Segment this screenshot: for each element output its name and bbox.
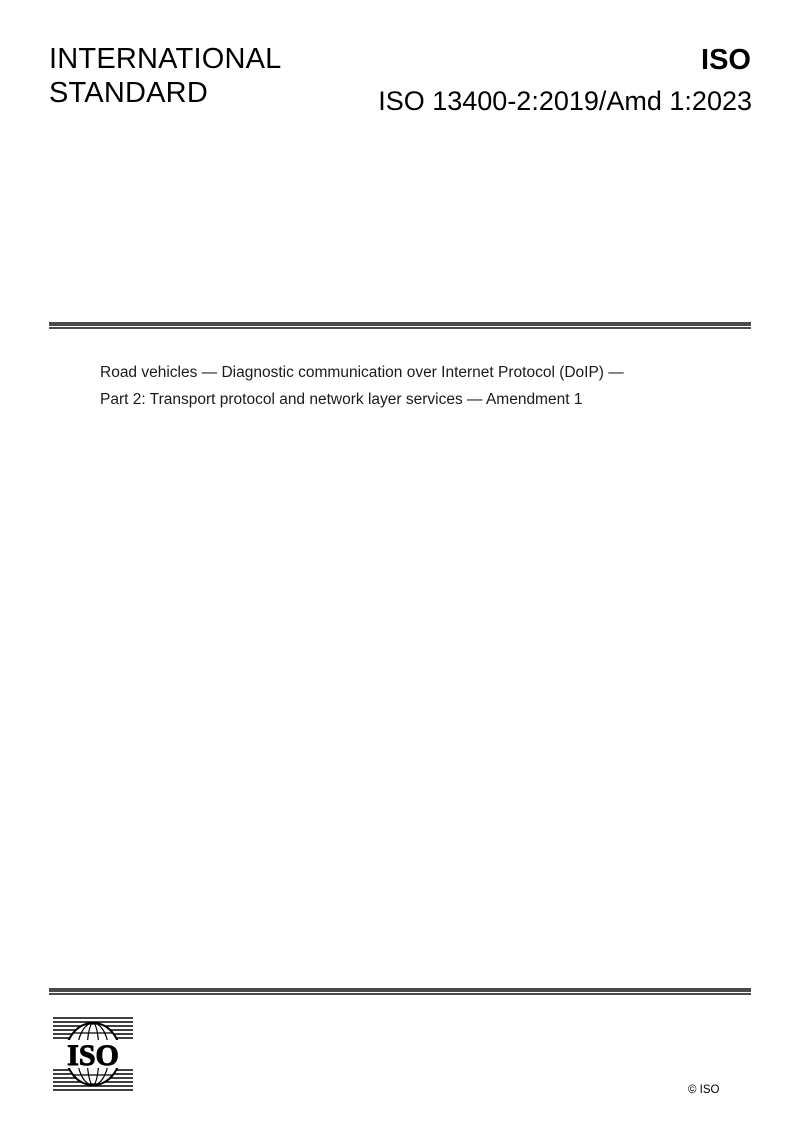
title-line1: Road vehicles — Diagnostic communication over Internet Protocol (DoIP) — — [100, 364, 624, 381]
document-type-line1: INTERNATIONAL — [49, 43, 282, 75]
organization-label: ISO — [701, 44, 751, 76]
copyright-notice: © ISO — [688, 1084, 720, 1096]
iso-globe-logo-icon — [52, 1015, 134, 1093]
document-title — [100, 359, 740, 413]
title-line2: Part 2: Transport protocol and network layer services — Amendment 1 — [100, 391, 583, 408]
top-divider — [49, 322, 751, 329]
document-type-line2: STANDARD — [49, 77, 208, 109]
document-type — [49, 42, 281, 110]
bottom-divider — [49, 988, 751, 995]
logo-text: ISO — [67, 1039, 119, 1072]
document-reference: ISO 13400-2:2019/Amd 1:2023 — [378, 86, 752, 116]
